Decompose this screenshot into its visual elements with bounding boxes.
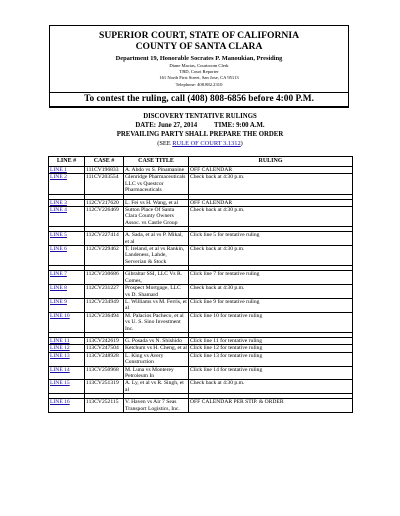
case-title-cell: Gibraltar SSI, LLC Vs R. Comes, <box>124 271 189 285</box>
table-row <box>49 271 353 285</box>
case-title-cell: Glenridge Pharmaceuticals LLC vs Questcor Pharmaceuticals <box>124 174 189 194</box>
case-title-cell: L. Williams vs M. Ferris, et al <box>125 298 187 312</box>
ruling-cell: Click line 7 for tentative ruling <box>189 271 353 285</box>
line-link[interactable]: LINE 6 <box>50 246 67 253</box>
contest-notice: To contest the ruling, call (408) 808-6856 before 4:00 P.M. <box>49 92 349 107</box>
line-cell <box>49 345 85 352</box>
case-number-cell: 113CV252115 <box>85 399 124 413</box>
case-title-cell: Ketchum vs H. Cheng, et al <box>125 345 187 352</box>
line-cell <box>49 366 85 380</box>
case-title-cell: A. Abdo vs S. Pinamanine <box>124 167 189 174</box>
table-row <box>49 207 353 227</box>
case-title-cell: A. Sada, et al vs P. Mikal, et al <box>124 232 189 246</box>
line-link[interactable]: LINE 16 <box>50 399 70 406</box>
case-title-cell: T. Ireland, et al vs Rankin, Landeness, Lahde, Serverian & Stock <box>124 246 189 266</box>
header-ruling: RULING <box>189 157 353 167</box>
line-link[interactable]: LINE 10 <box>50 312 70 319</box>
table-row <box>49 352 353 366</box>
table-row <box>49 199 353 206</box>
table-row <box>49 312 353 332</box>
department-line: Department 19, Honorable Socrates P. Manoukian, Presiding <box>115 55 283 62</box>
section-title: DISCOVERY TENTATIVE RULINGS <box>143 113 257 120</box>
line-link[interactable]: LINE 5 <box>50 232 67 239</box>
table-row <box>49 366 353 380</box>
line-cell <box>49 207 85 227</box>
table-row <box>49 345 353 352</box>
rule-of-court-link[interactable]: RULE OF COURT 3.1312 <box>172 140 241 147</box>
line-cell <box>49 399 85 413</box>
date-time-line: DATE: June 27, 2014 TIME: 9:00 A.M. <box>135 122 265 129</box>
line-link[interactable]: LINE 12 <box>50 345 70 352</box>
table-row <box>49 285 353 299</box>
table-row <box>49 337 353 344</box>
line-link[interactable]: LINE 2 <box>50 174 67 181</box>
case-title-cell: M. Palacios Pacheco, et al vs U. S. Sino Investment Inc. <box>124 312 189 332</box>
see-prefix: (SEE <box>157 140 173 147</box>
case-number-cell: 112CV217620 <box>85 199 124 206</box>
ruling-cell: Check back at 4:30 p.m. <box>189 285 353 299</box>
table-row <box>49 167 353 174</box>
line-link[interactable]: LINE 8 <box>50 285 67 292</box>
case-number-cell: 112CV231227 <box>85 285 124 299</box>
ruling-cell: OFF CALENDAR PER STIP. & ORDER <box>189 399 353 413</box>
rulings-table <box>48 156 353 413</box>
ruling-cell: Click line 13 for tentative ruling <box>189 352 353 366</box>
line-link[interactable]: LINE 11 <box>50 337 70 344</box>
ruling-cell: Click line 14 for tentative ruling <box>189 366 353 380</box>
case-title-cell: Prospect Mortgage, LLC vs D. Shamard <box>124 285 189 299</box>
table-row <box>49 298 353 312</box>
case-title-cell: L. Fei vs H. Wang, et al <box>124 199 189 206</box>
case-number-cell: 112CV227414 <box>85 232 124 246</box>
line-link[interactable]: LINE 13 <box>50 352 70 359</box>
table-row <box>49 380 353 394</box>
case-number-cell: 112CV236494 <box>85 312 124 332</box>
line-cell <box>49 246 85 266</box>
table-row <box>49 399 353 413</box>
line-link[interactable]: LINE 4 <box>50 207 67 214</box>
ruling-cell: Click line 9 for tentative ruling <box>189 298 353 312</box>
case-number-cell: 113CV242619 <box>85 337 124 344</box>
line-cell <box>49 174 85 194</box>
line-cell <box>49 298 85 312</box>
case-number-cell: 113CV250968 <box>85 366 124 380</box>
address-line: 161 North First Street, San Jose, CA 95113 <box>159 75 239 81</box>
line-cell <box>49 312 85 332</box>
clerk-line: Diane Macias, Courtroom Clerk <box>169 63 229 68</box>
case-title-cell: V. Haven vs Air 7 Seas Transport Logistics, Inc. <box>124 399 189 413</box>
rulings-body <box>49 167 353 413</box>
line-cell <box>49 337 85 344</box>
line-cell <box>49 380 85 394</box>
table-row <box>49 232 353 246</box>
case-number-cell: 112CV229462 <box>85 246 124 266</box>
case-number-cell: 113CV251319 <box>85 380 124 394</box>
case-number-cell: 112CV230686 <box>85 271 124 285</box>
case-number-cell: 111CV203554 <box>85 174 124 194</box>
ruling-cell: Click line 10 for tentative ruling <box>189 312 353 332</box>
table-row <box>49 174 353 194</box>
line-link[interactable]: LINE 1 <box>50 167 67 173</box>
case-number-cell: 112CV234949 <box>85 298 124 312</box>
line-link[interactable]: LINE 14 <box>50 366 70 373</box>
court-name-line2: COUNTY OF SANTA CLARA <box>135 40 263 52</box>
table-header-row <box>49 157 353 167</box>
line-cell <box>49 232 85 246</box>
line-link[interactable]: LINE 9 <box>50 298 67 305</box>
case-title-cell: M. Luna vs Monterey Petroleum In <box>124 366 189 380</box>
ruling-cell: OFF CALENDAR <box>189 167 353 174</box>
reporter-line: TBD, Court Reporter <box>179 69 219 75</box>
ruling-cell: Click line 5 for tentative ruling <box>189 232 353 246</box>
line-cell <box>49 271 85 285</box>
case-title-cell: L. King vs Avery Construction <box>124 352 189 366</box>
line-cell <box>49 352 85 366</box>
prepare-order-line: PREVAILING PARTY SHALL PREPARE THE ORDER <box>116 131 284 138</box>
header-case: CASE # <box>85 157 124 167</box>
case-number-cell: 111CV196833 <box>85 167 124 174</box>
line-cell <box>49 167 85 174</box>
ruling-cell: Check back at 4:30 p.m. <box>189 174 353 194</box>
ruling-cell: Check back at 4:30 p.m. <box>189 246 353 266</box>
case-number-cell: 113CV247504 <box>85 345 124 352</box>
ruling-cell: Click line 12 for tentative ruling <box>189 345 353 352</box>
header-case-title: CASE TITLE <box>124 157 189 167</box>
line-cell <box>49 285 85 299</box>
line-link[interactable]: LINE 15 <box>50 380 70 387</box>
ruling-cell: OFF CALENDAR <box>189 199 353 206</box>
line-link[interactable]: LINE 3 <box>50 199 67 206</box>
case-title-cell: A. Ly, et al vs R. Singh, et al <box>124 380 189 394</box>
line-link[interactable]: LINE 7 <box>50 271 67 278</box>
ruling-cell: Check back at 4:30 p.m. <box>189 380 353 394</box>
case-title-cell: G. Posada vs N. Shishido <box>124 337 189 344</box>
telephone-line: Telephone: 408.882.2310 <box>175 81 223 87</box>
see-rule-line <box>0 140 400 148</box>
header-line: LINE # <box>49 157 85 167</box>
ruling-cell: Click line 11 for tentative ruling <box>189 337 353 344</box>
case-number-cell: 113CV248928 <box>85 352 124 366</box>
ruling-cell: Check back at 4:30 p.m. <box>189 207 353 227</box>
case-number-cell: 112CV226469 <box>85 207 124 227</box>
line-cell <box>49 199 85 206</box>
court-name-line1: SUPERIOR COURT, STATE OF CALIFORNIA <box>99 30 299 41</box>
see-suffix: ) <box>240 140 243 147</box>
case-title-cell: Sutton Place Of Santa Clara County Owners Assoc. vs Castle Group <box>124 207 189 227</box>
table-row <box>49 246 353 266</box>
